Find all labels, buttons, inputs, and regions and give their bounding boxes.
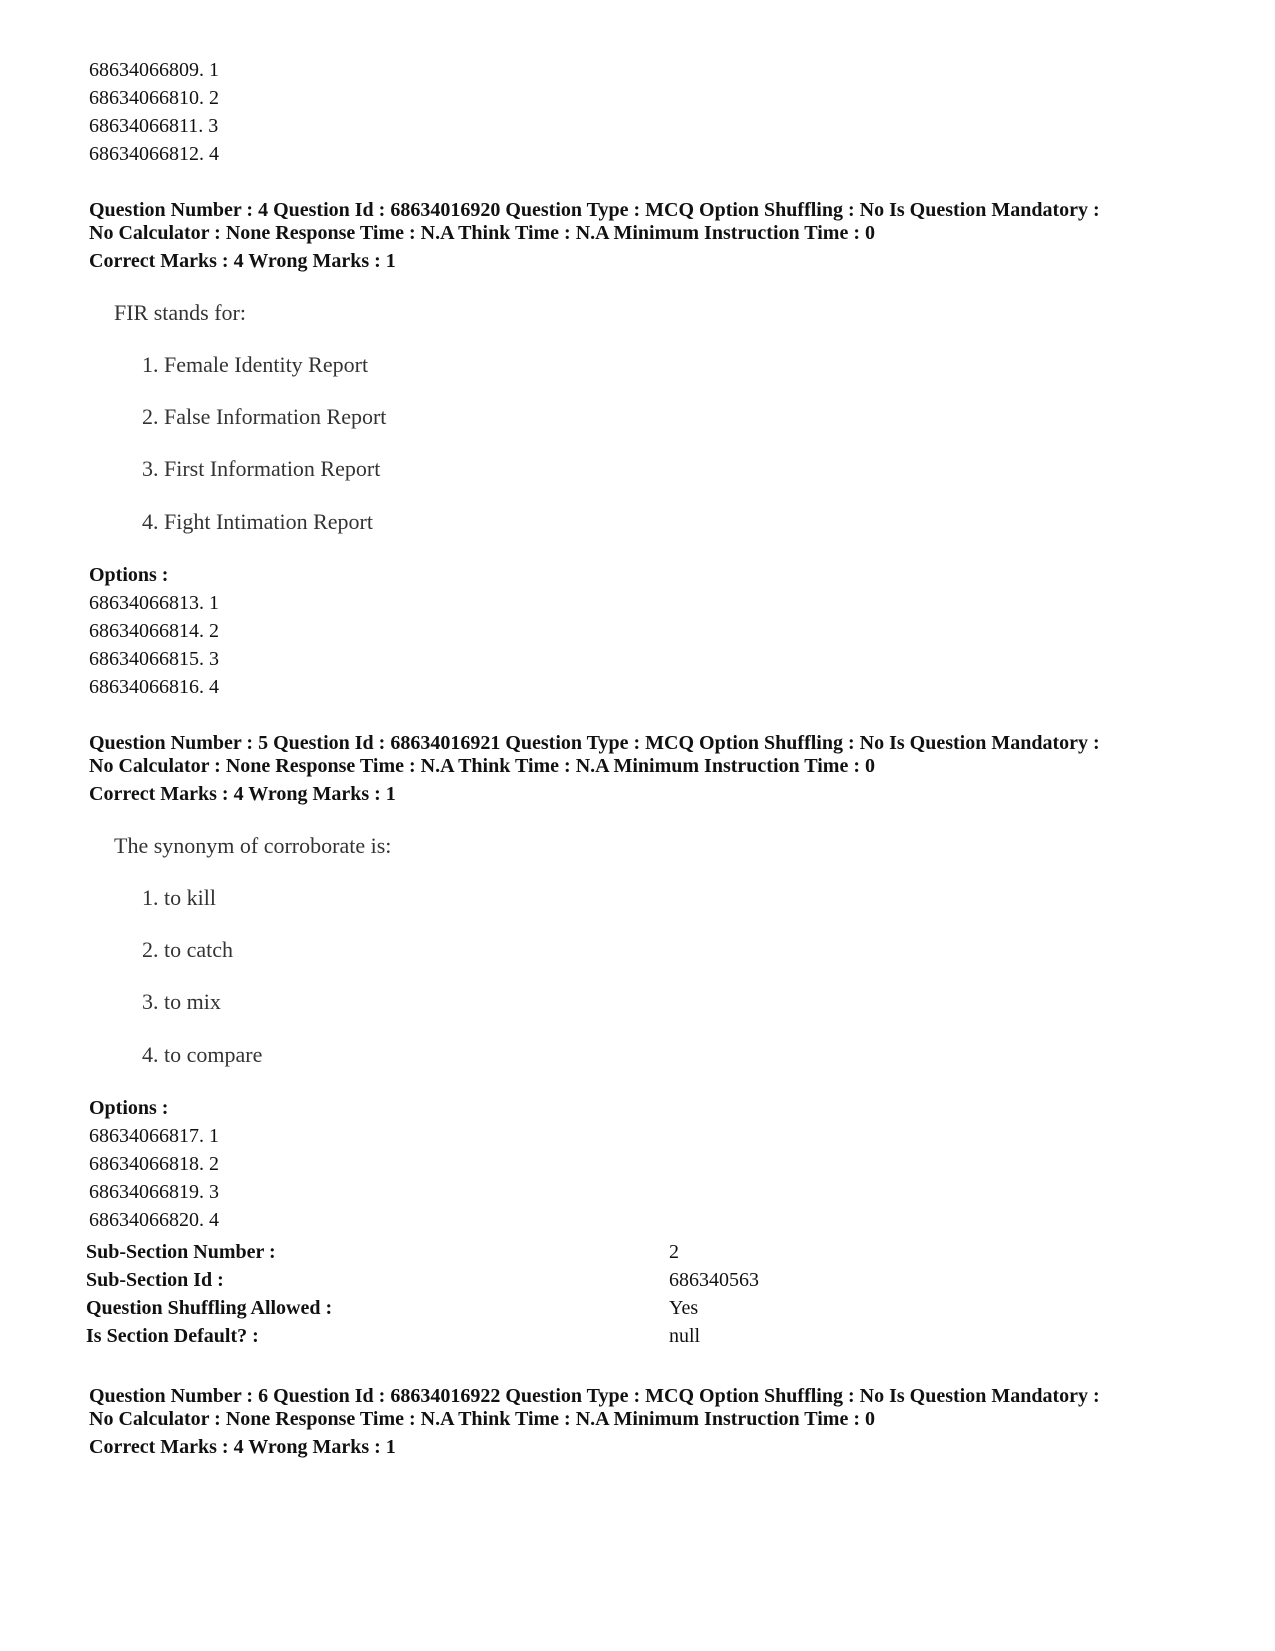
- question-header-line: Question Number : 6 Question Id : 68634016922 Question Type : MCQ Option Shuffling : No Is Question Mandatory :: [89, 1385, 1100, 1407]
- question-choice: 1. Female Identity Report: [142, 352, 369, 377]
- options-label: Options :: [89, 564, 169, 586]
- option-item: 68634066814. 2: [89, 620, 219, 642]
- question-choice: 3. to mix: [142, 989, 221, 1014]
- question-header-line: No Calculator : None Response Time : N.A Think Time : N.A Minimum Instruction Time : 0: [89, 1408, 875, 1430]
- question-choice: 1. to kill: [142, 885, 216, 910]
- option-item: 68634066809. 1: [89, 59, 219, 81]
- subsection-label: Sub-Section Id :: [86, 1269, 224, 1291]
- option-item: 68634066819. 3: [89, 1181, 219, 1203]
- subsection-value: Yes: [669, 1297, 699, 1319]
- subsection-label: Sub-Section Number :: [86, 1241, 276, 1263]
- option-item: 68634066815. 3: [89, 648, 219, 670]
- question-header-line: No Calculator : None Response Time : N.A Think Time : N.A Minimum Instruction Time : 0: [89, 755, 875, 777]
- question-choice: 3. First Information Report: [142, 456, 381, 481]
- subsection-value: 686340563: [669, 1269, 759, 1291]
- subsection-label: Question Shuffling Allowed :: [86, 1297, 333, 1319]
- subsection-value: null: [669, 1325, 701, 1347]
- question-marks: Correct Marks : 4 Wrong Marks : 1: [89, 783, 396, 805]
- question-header-line: Question Number : 5 Question Id : 68634016921 Question Type : MCQ Option Shuffling : No Is Question Mandatory :: [89, 732, 1100, 754]
- question-choice: 4. Fight Intimation Report: [142, 509, 373, 534]
- option-item: 68634066820. 4: [89, 1209, 219, 1231]
- options-label: Options :: [89, 1097, 169, 1119]
- subsection-label: Is Section Default? :: [86, 1325, 259, 1347]
- question-header-line: Question Number : 4 Question Id : 68634016920 Question Type : MCQ Option Shuffling : No Is Question Mandatory :: [89, 199, 1100, 221]
- question-text: FIR stands for:: [114, 300, 246, 325]
- option-item: 68634066812. 4: [89, 143, 219, 165]
- option-item: 68634066813. 1: [89, 592, 219, 614]
- option-item: 68634066810. 2: [89, 87, 219, 109]
- question-marks: Correct Marks : 4 Wrong Marks : 1: [89, 1436, 396, 1458]
- question-choice: 4. to compare: [142, 1042, 263, 1067]
- question-marks: Correct Marks : 4 Wrong Marks : 1: [89, 250, 396, 272]
- question-choice: 2. to catch: [142, 937, 234, 962]
- option-item: 68634066811. 3: [89, 115, 219, 137]
- option-item: 68634066818. 2: [89, 1153, 219, 1175]
- question-choice: 2. False Information Report: [142, 404, 387, 429]
- question-text: The synonym of corroborate is:: [114, 833, 392, 858]
- option-item: 68634066817. 1: [89, 1125, 219, 1147]
- question-header-line: No Calculator : None Response Time : N.A Think Time : N.A Minimum Instruction Time : 0: [89, 222, 875, 244]
- subsection-value: 2: [669, 1241, 679, 1263]
- option-item: 68634066816. 4: [89, 676, 219, 698]
